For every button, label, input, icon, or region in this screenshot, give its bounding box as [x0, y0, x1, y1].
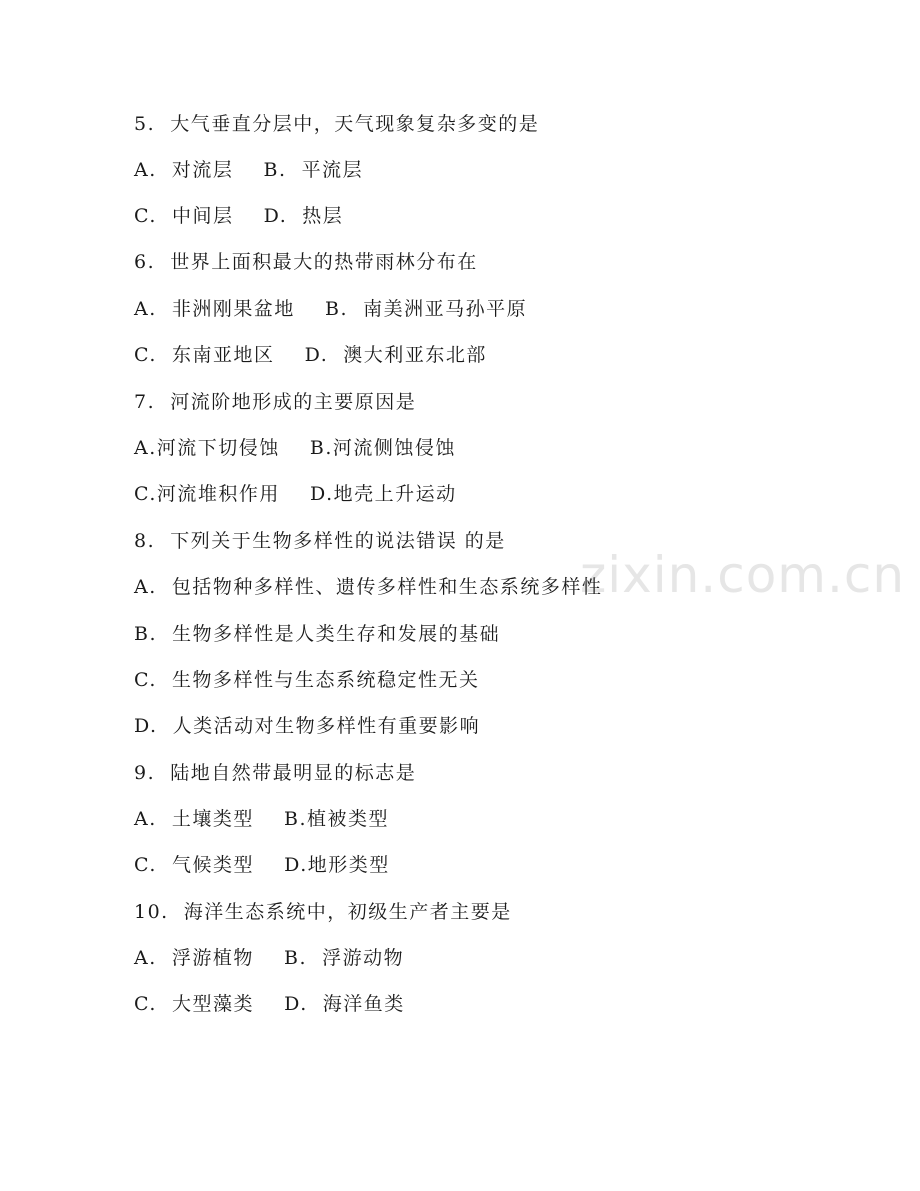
question-8-option-d: D. 人类活动对生物多样性有重要影响 — [134, 715, 481, 737]
question-5-options-cd: C. 中间层 D. 热层 — [134, 205, 344, 227]
question-7-stem: 7. 河流阶地形成的主要原因是 — [134, 391, 417, 413]
question-8-option-a: A. 包括物种多样性、遗传多样性和生态系统多样性 — [134, 576, 603, 598]
question-8-option-b: B. 生物多样性是人类生存和发展的基础 — [134, 623, 501, 645]
question-8-stem: 8. 下列关于生物多样性的说法错误 的是 — [134, 530, 506, 552]
question-7-options-cd: C.河流堆积作用 D.地壳上升运动 — [134, 483, 457, 505]
question-8-option-c: C. 生物多样性与生态系统稳定性无关 — [134, 669, 480, 691]
question-10-options-cd: C. 大型藻类 D. 海洋鱼类 — [134, 993, 405, 1015]
question-10-stem: 10. 海洋生态系统中，初级生产者主要是 — [134, 901, 512, 923]
question-5-options-ab: A. 对流层 B. 平流层 — [134, 159, 364, 181]
question-6-options-ab: A. 非洲刚果盆地 B. 南美洲亚马孙平原 — [134, 298, 528, 320]
question-9-stem: 9. 陆地自然带最明显的标志是 — [134, 762, 417, 784]
question-9-options-cd: C. 气候类型 D.地形类型 — [134, 854, 390, 876]
question-10-options-ab: A. 浮游植物 B. 浮游动物 — [134, 947, 405, 969]
question-6-stem: 6. 世界上面积最大的热带雨林分布在 — [134, 251, 478, 273]
question-5-stem: 5. 大气垂直分层中，天气现象复杂多变的是 — [134, 113, 540, 135]
question-7-options-ab: A.河流下切侵蚀 B.河流侧蚀侵蚀 — [134, 437, 456, 459]
question-6-options-cd: C. 东南亚地区 D. 澳大利亚东北部 — [134, 344, 487, 366]
question-9-options-ab: A. 土壤类型 B.植被类型 — [134, 808, 390, 830]
watermark: zixin.com.cn — [580, 546, 906, 604]
